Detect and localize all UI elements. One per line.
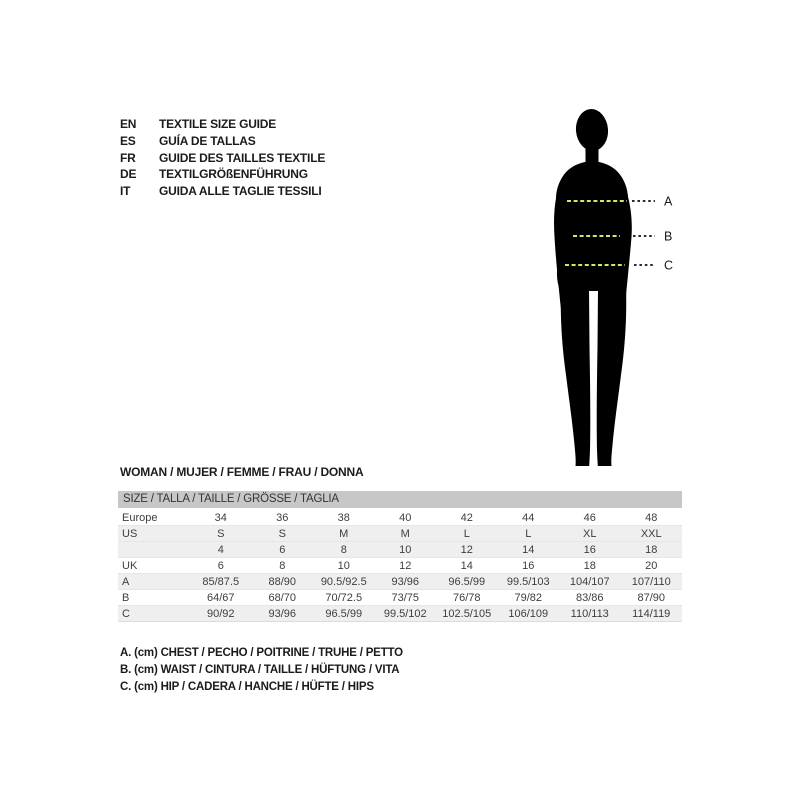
size-cell: S [252,526,314,542]
measure-label-a: A [664,194,673,209]
size-cell: 99.5/103 [498,574,560,590]
row-label: UK [118,558,190,574]
size-cell: S [190,526,252,542]
size-cell: 36 [276,511,289,524]
size-cell: 99.5/102 [375,606,437,622]
size-cell: 93/96 [375,574,437,590]
size-cell: 96.5/99 [313,606,375,622]
size-cell: 6 [252,542,314,558]
size-cell: 4 [190,542,252,558]
size-cell: 18 [559,558,621,574]
size-cell: 8 [313,542,375,558]
size-cell: 8 [252,558,314,574]
table-row-us-letter [118,526,682,542]
size-cell: 87/90 [621,590,683,606]
size-cell: 107/110 [621,574,683,590]
size-cell: 93/96 [252,606,314,622]
right-leg-shape [597,287,627,466]
size-cell: 46 [583,511,596,524]
size-cell: 64/67 [190,590,252,606]
size-cell: L [436,526,498,542]
size-cell: XL [559,526,621,542]
left-leg-shape [561,287,591,466]
size-cell: 102.5/105 [436,606,498,622]
size-cell: 70/72.5 [313,590,375,606]
size-cell: 14 [498,542,560,558]
size-cell: 12 [375,558,437,574]
size-cell: 14 [436,558,498,574]
size-cell: 48 [645,511,658,524]
language-code: EN [120,117,137,131]
size-cell: 96.5/99 [436,574,498,590]
measure-label-b: B [664,229,673,244]
row-label: US [118,526,190,542]
row-label: B [118,590,190,606]
size-cell: 114/119 [621,606,683,622]
size-cell: XXL [621,526,683,542]
language-code: FR [120,150,136,165]
row-label [118,542,190,558]
language-code: ES [120,133,136,148]
size-cell: 104/107 [559,574,621,590]
language-title: GUÍA DE TALLAS [159,133,256,148]
language-list [120,116,325,200]
size-table [118,491,682,622]
size-cell: 68/70 [252,590,314,606]
measurement-notes [120,645,403,696]
language-row-it [120,183,325,200]
language-code: IT [120,184,131,199]
table-row-europe [118,510,682,526]
table-row-waist-b [118,590,682,606]
language-title: GUIDA ALLE TAGLIE TESSILI [159,184,322,199]
size-cell: 83/86 [559,590,621,606]
language-row-de [120,166,325,183]
language-row-en [120,116,325,133]
table-row-us-numeric [118,542,682,558]
table-row-uk [118,558,682,574]
size-cell: 10 [375,542,437,558]
size-cell: 40 [399,511,412,524]
size-cell: 90/92 [190,606,252,622]
language-row-fr [120,150,325,167]
size-cell: M [375,526,437,542]
size-cell: 16 [559,542,621,558]
woman-silhouette-figure [553,105,690,469]
size-cell: 88/90 [252,574,314,590]
measure-label-c: C [664,258,674,273]
size-cell: 38 [337,511,350,524]
size-table-grid [118,510,682,622]
size-cell: 12 [436,542,498,558]
size-cell: M [313,526,375,542]
size-cell: 10 [313,558,375,574]
size-cell: 18 [621,542,683,558]
size-cell: 42 [460,511,473,524]
size-cell: 34 [214,511,227,524]
size-cell: L [498,526,560,542]
size-cell: 20 [621,558,683,574]
table-row-chest-a [118,574,682,590]
note-chest: A. (cm) CHEST / PECHO / POITRINE / TRUHE / PETTO [120,647,403,659]
row-label: C [118,606,190,622]
size-cell: 16 [498,558,560,574]
size-cell: 6 [190,558,252,574]
note-waist: B. (cm) WAIST / CINTURA / TAILLE / HÜFTUNG / VITA [120,664,400,676]
row-label: Europe [122,511,158,524]
size-cell: 85/87.5 [190,574,252,590]
language-row-es [120,133,325,150]
size-cell: 110/113 [559,606,621,622]
size-cell: 76/78 [436,590,498,606]
size-cell: 90.5/92.5 [313,574,375,590]
language-title: GUIDE DES TAILLES TEXTILE [159,150,326,165]
language-code: DE [120,167,137,182]
size-cell: 106/109 [498,606,560,622]
size-table-header: SIZE / TALLA / TAILLE / GRÖSSE / TAGLIA [118,491,682,508]
table-row-hip-c [118,606,682,622]
woman-silhouette [554,108,632,466]
row-label: A [118,574,190,590]
size-cell: 79/82 [498,590,560,606]
note-hip: C. (cm) HIP / CADERA / HANCHE / HÜFTE / HIPS [120,681,374,693]
size-cell: 44 [522,511,535,524]
language-title: TEXTILGRÖßENFÜHRUNG [159,167,308,182]
language-title: TEXTILE SIZE GUIDE [159,117,277,131]
size-cell: 73/75 [375,590,437,606]
section-title: WOMAN / MUJER / FEMME / FRAU / DONNA [120,465,364,479]
